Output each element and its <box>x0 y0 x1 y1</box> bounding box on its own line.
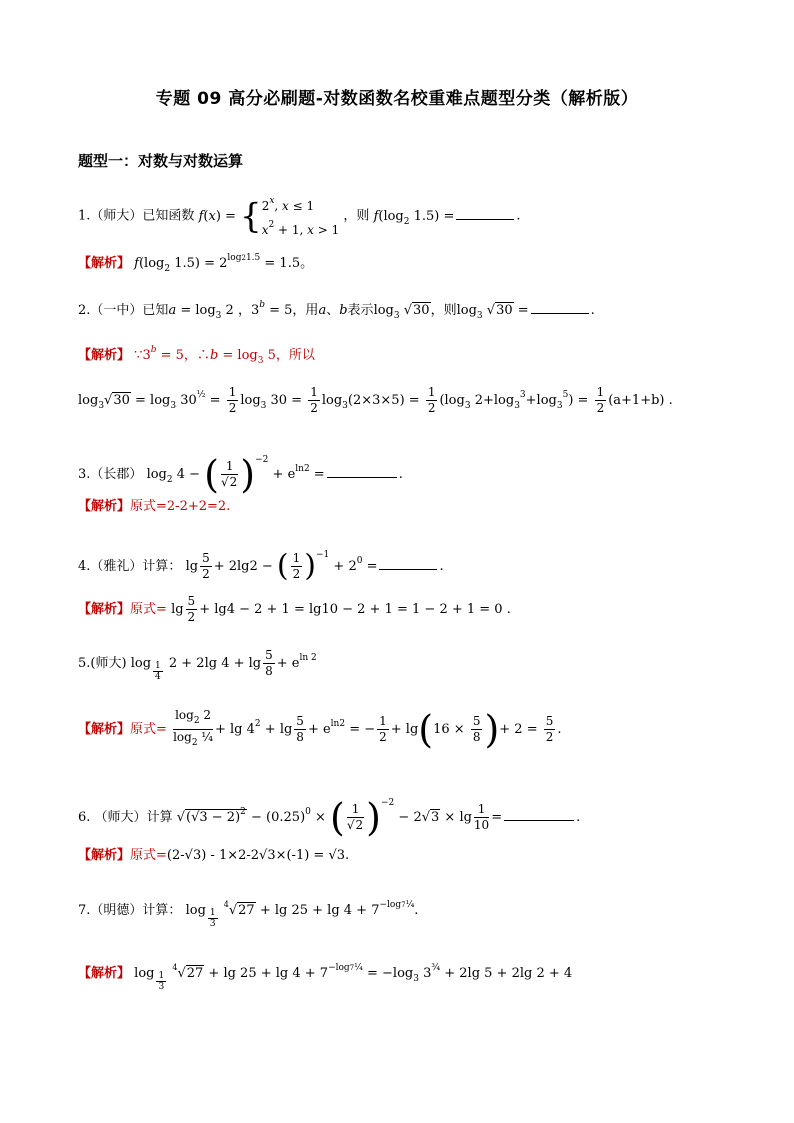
answer-blank <box>531 301 589 314</box>
math-expression: $a = \log_3 2$ ，$3^b = 5$ <box>168 300 293 321</box>
problem-6 <box>78 793 581 840</box>
problem-number: 1. <box>78 208 91 224</box>
problem-number: 3. <box>78 467 91 482</box>
problem-text: ，则 <box>343 208 370 224</box>
problem-text: ，用 <box>292 303 319 318</box>
answer-2: 【解析】 $\because 3^b = 5$，∴b = $\log_3 5$，所以 <box>78 345 315 366</box>
answer-3 <box>78 497 230 517</box>
problem-source: （师大） <box>90 208 143 224</box>
punct: . <box>414 903 419 918</box>
problem-text: 、 <box>326 303 340 318</box>
answer-tag: 【解析】 <box>78 722 131 737</box>
math-expression: (2-√3) - 1×2-2√3×(-1) = √3. <box>166 848 350 863</box>
answer-blank <box>504 808 574 821</box>
punct: . <box>516 208 521 224</box>
problem-source: （明德） <box>90 903 143 918</box>
math-expression: lg $\frac{5}{2}$ + lg4 − 2 + 1 = lg10 − 2 + 1 = 1 − 2 + 1 = 0 . <box>171 594 511 624</box>
problem-5 <box>78 648 317 682</box>
problem-source: (师大) <box>90 656 127 671</box>
punct: . <box>590 303 595 318</box>
problem-number: 4. <box>78 559 91 574</box>
answer-text: ∵ <box>134 348 143 363</box>
answer-text: 原式= <box>130 722 167 737</box>
punct: . <box>439 559 444 574</box>
math-expression: $\log_3 √30$ <box>373 303 430 321</box>
answer-blank <box>327 465 397 478</box>
punct: . <box>398 467 403 482</box>
problem-number: 2. <box>78 303 91 318</box>
page-title: 专题 09 高分必刷题-对数函数名校重难点题型分类（解析版） <box>155 89 639 109</box>
problem-1 <box>78 192 521 240</box>
answer-text: 原式= <box>130 848 167 863</box>
punct: . <box>576 810 581 825</box>
answer-tag: 【解析】 <box>78 499 131 514</box>
answer-6 <box>78 846 349 866</box>
math-expression: $f(\log_2$ 1.5) = <box>373 208 455 227</box>
problem-source: （雅礼） <box>90 559 143 574</box>
problem-source: （师大） <box>94 810 147 825</box>
math-expression: $\frac{\log_2 2}{\log_2 \frac{1}{4}}$ + $\lg 4^2 + \lg$ $\frac{5}{8}$ + $e^{ln2}$ = − $\frac{1}{2}$ + lg(16 × $\frac{5}{8}$ )+ 2 = $\frac{5}{2}$ . <box>173 707 562 752</box>
problem-7 <box>78 895 418 929</box>
problem-source: （一中） <box>90 303 143 318</box>
problem-text: 表示 <box>347 303 374 318</box>
problem-4 <box>78 545 444 582</box>
answer-tag: 【解析】 <box>78 966 131 981</box>
answer-blank <box>456 207 514 220</box>
problem-2: 2.（一中）已知$a = \log_3 2$ ，$3^b = 5$，用a、b表示$\log_3 √30$，则$\log_3 √30$ = . <box>78 300 595 321</box>
math-expression: log $_{\frac{1}{3}}$ $^4√27 + \lg 25 + \lg 4 + 7^{-log7\frac{1}{4}} = -\log_3$ $3^{\frac{3}{4}} + 2\lg$ 5 + 2lg 2 + 4 <box>134 963 573 992</box>
math-expression: $√(√3 - 2)^2 - (0.25)^0$ × ( $\frac{1}{√2}$ )$^{-2}$ − 2√3 × lg $\frac{1}{10}$ = <box>176 795 503 840</box>
problem-text: 已知函数 <box>142 208 195 224</box>
answer-2-derivation: $\log_3√30 = \log_3 30^{\frac{1}{2}}$ = $\frac{1}{2}$ $\log_3 30$ = $\frac{1}{2}$ $\log_3(2\times 3\times 5)$ = $\frac{1}{2}$ ($\log_3$ $2+\log_3^3+\log_3^5$) = $\frac{1}{2}$ (a+1+b) . <box>78 385 673 415</box>
problem-number: 6. <box>78 810 91 825</box>
answer-text: ，所以 <box>275 348 315 363</box>
answer-5 <box>78 708 562 751</box>
problem-text: 已知 <box>142 303 169 318</box>
problem-number: 5. <box>78 656 91 671</box>
answer-blank <box>379 557 437 570</box>
answer-tag: 【解析】 <box>78 256 131 271</box>
answer-tag: 【解析】 <box>78 602 131 617</box>
answer-1 <box>78 248 313 279</box>
punct: 。 <box>300 256 314 271</box>
problem-3 <box>78 450 403 497</box>
problem-source: （长郡） <box>90 467 143 482</box>
answer-text: 原式= <box>130 602 167 617</box>
answer-tag: 【解析】 <box>78 848 131 863</box>
math-expression: $\log_3 √30$ = <box>456 303 529 321</box>
answer-tag: 【解析】 <box>78 348 131 363</box>
math-expression: log $_{\frac{1}{3}}$ $^4√27 + \lg 25 + \lg 4 + 7^{-log7\frac{1}{4}}$ <box>185 900 415 929</box>
problem-text: 计算： <box>142 559 182 574</box>
section-heading: 题型一：对数与对数运算 <box>78 152 244 170</box>
math-expression: lg $\frac{5}{2}$ + 2lg2 − ( $\frac{1}{2}$ )$^{-1} + 2^0$ = <box>185 548 378 584</box>
answer-7 <box>78 958 572 992</box>
math-expression: f(x) = { 2$^x$, x ≤ 1 $x^2 + 1$, x > 1 <box>198 196 340 237</box>
answer-text: ，∴ <box>183 348 210 363</box>
answer-text: 原式=2-2+2=2. <box>130 499 231 514</box>
math-expression: $\log_2 4$ − ( $\frac{1}{√2}$ )$^{-2} + e^{ln2}$ = <box>146 452 325 497</box>
answer-4 <box>78 594 511 625</box>
math-expression: log $_{\frac{1}{4}}$ 2 + 2lg 4 + lg $\frac{5}{8}$ + $e^{ln 2}$ <box>130 648 317 682</box>
problem-text: 计算 <box>146 810 173 825</box>
problem-text: ，则 <box>430 303 457 318</box>
problem-text: 计算： <box>142 903 182 918</box>
problem-number: 7. <box>78 903 91 918</box>
math-expression: $f(\log_2$ $1.5) = 2^{log21.5} = 1.5$ <box>134 253 301 274</box>
